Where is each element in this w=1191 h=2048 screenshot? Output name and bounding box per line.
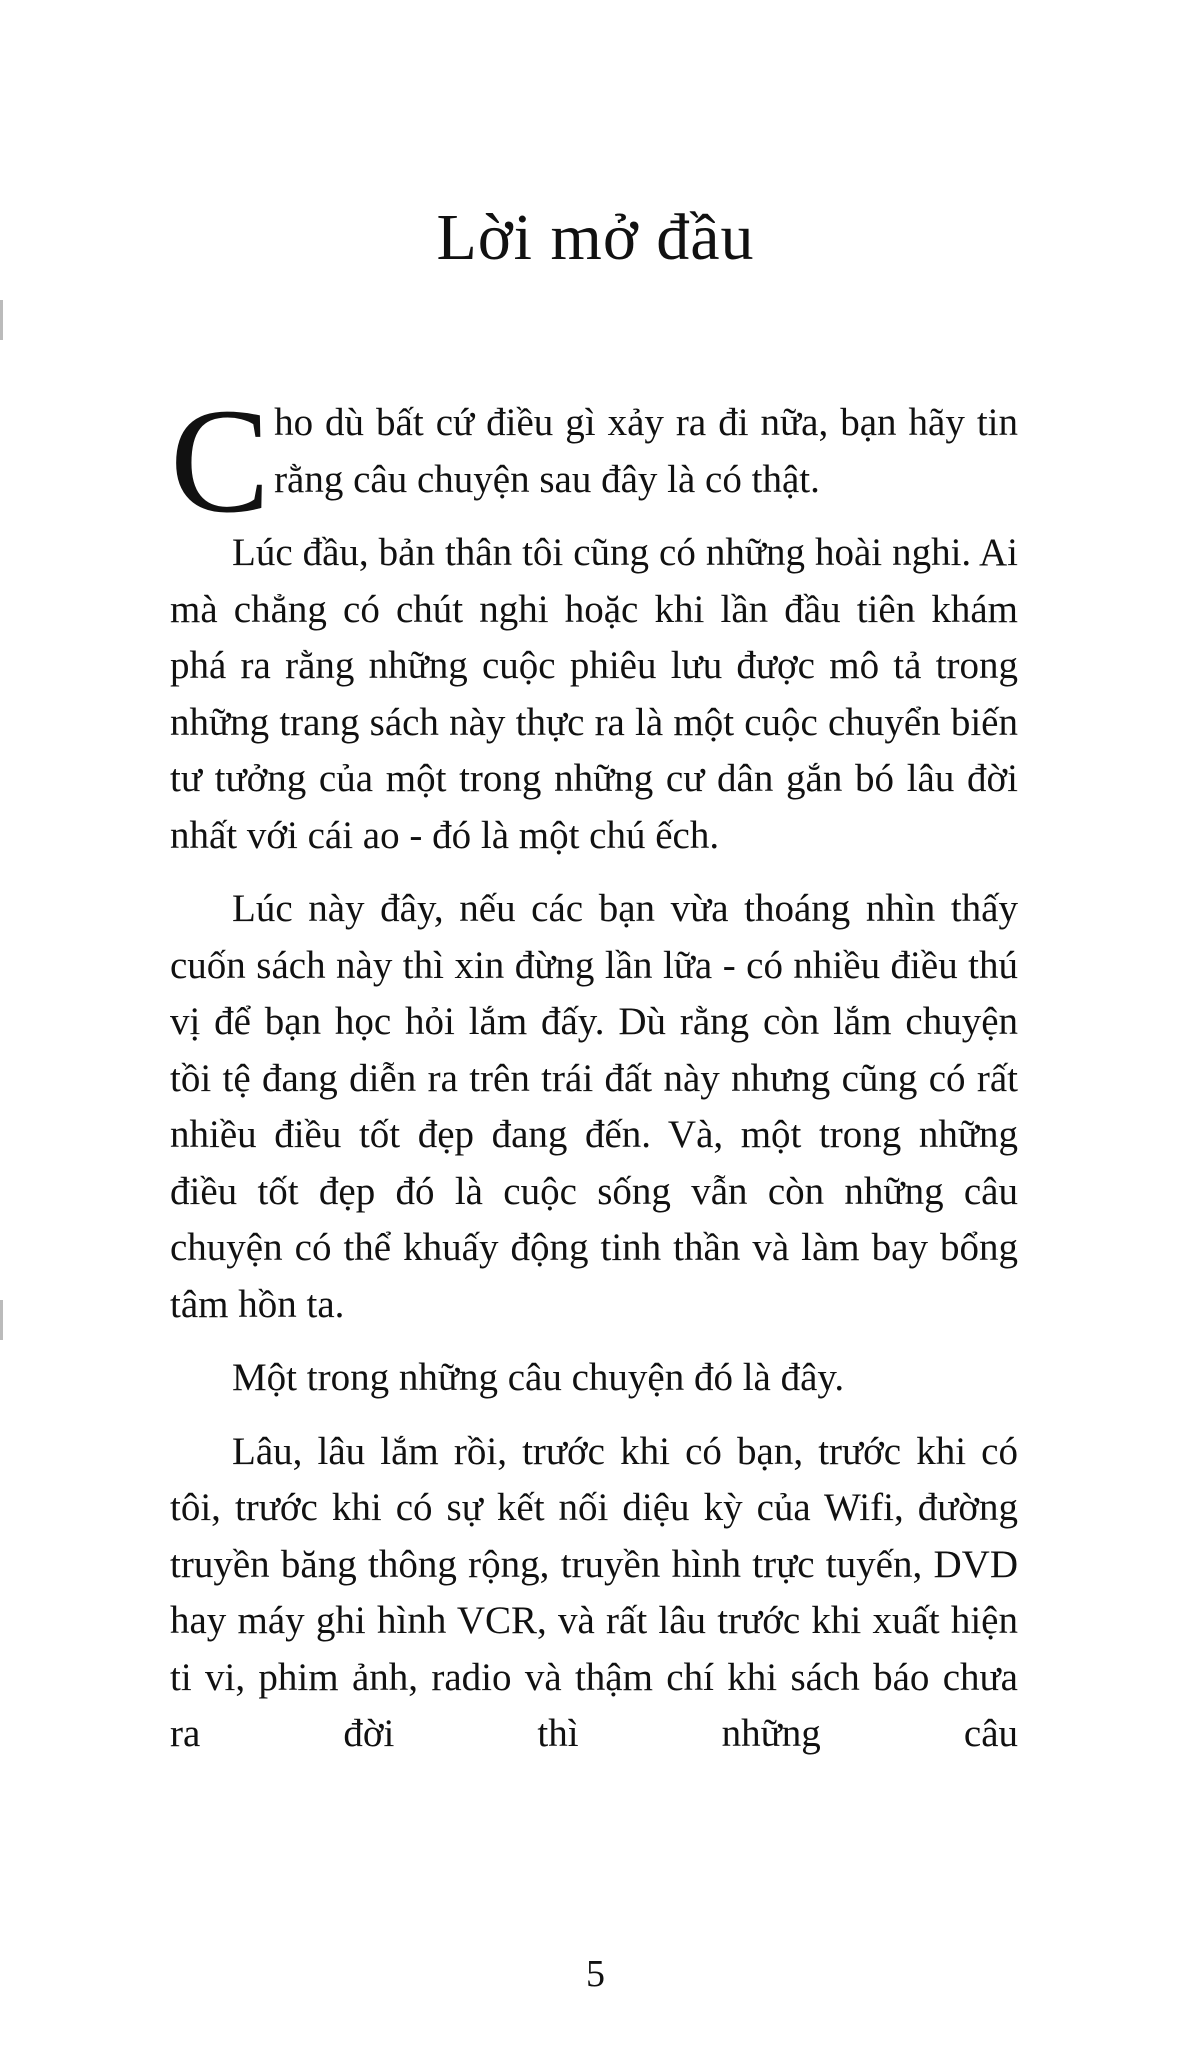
scan-edge-mark (0, 1300, 3, 1340)
paragraph-4: Một trong những câu chuyện đó là đây. (232, 1356, 845, 1399)
page-number: 5 (586, 1953, 605, 1995)
paragraph-5: Lâu, lâu lắm rồi, trước khi có bạn, trước khi có tôi, trước khi có sự kết nối diệu kỳ của Wifi, đường truyền băng thông rộng, truyền hình trực tuyến, DVD hay máy ghi hình VCR, và rất lâu trước khi xuất hiện ti vi, phim ảnh, radio và thậm chí khi sách báo chưa ra đời thì những câu (170, 1429, 1018, 1755)
paragraph-3: Lúc này đây, nếu các bạn vừa thoáng nhìn thấy cuốn sách này thì xin đừng lần lữa - có nhiều điều thú vị để bạn học hỏi lắm đấy. Dù rằng còn lắm chuyện tồi tệ đang diễn ra trên trái đất này nhưng cũng có rất nhiều điều tốt đẹp đang đến. Và, một trong những điều tốt đẹp đó là cuộc sống vẫn còn những câu chuyện có thể khuấy động tinh thần và làm bay bổng tâm hồn ta. (170, 887, 1018, 1326)
paragraph-1: Cho dù bất cứ điều gì xảy ra đi nữa, bạn hãy tin rằng câu chuyện sau đây là có thật. (170, 378, 1018, 544)
scan-edge-mark (0, 300, 3, 340)
body-text (170, 378, 1018, 1780)
chapter-title: Lời mở đầu (436, 201, 755, 274)
paragraph-2: Lúc đầu, bản thân tôi cũng có những hoài nghi. Ai mà chẳng có chút nghi hoặc khi lần đầu tiên khám phá ra rằng những cuộc phiêu lưu được mô tả trong những trang sách này thực ra là một cuộc chuyển biến tư tưởng của một trong những cư dân gắn bó lâu đời nhất với cái ao - đó là một chú ếch. (170, 531, 1018, 857)
drop-cap: C (170, 378, 271, 544)
